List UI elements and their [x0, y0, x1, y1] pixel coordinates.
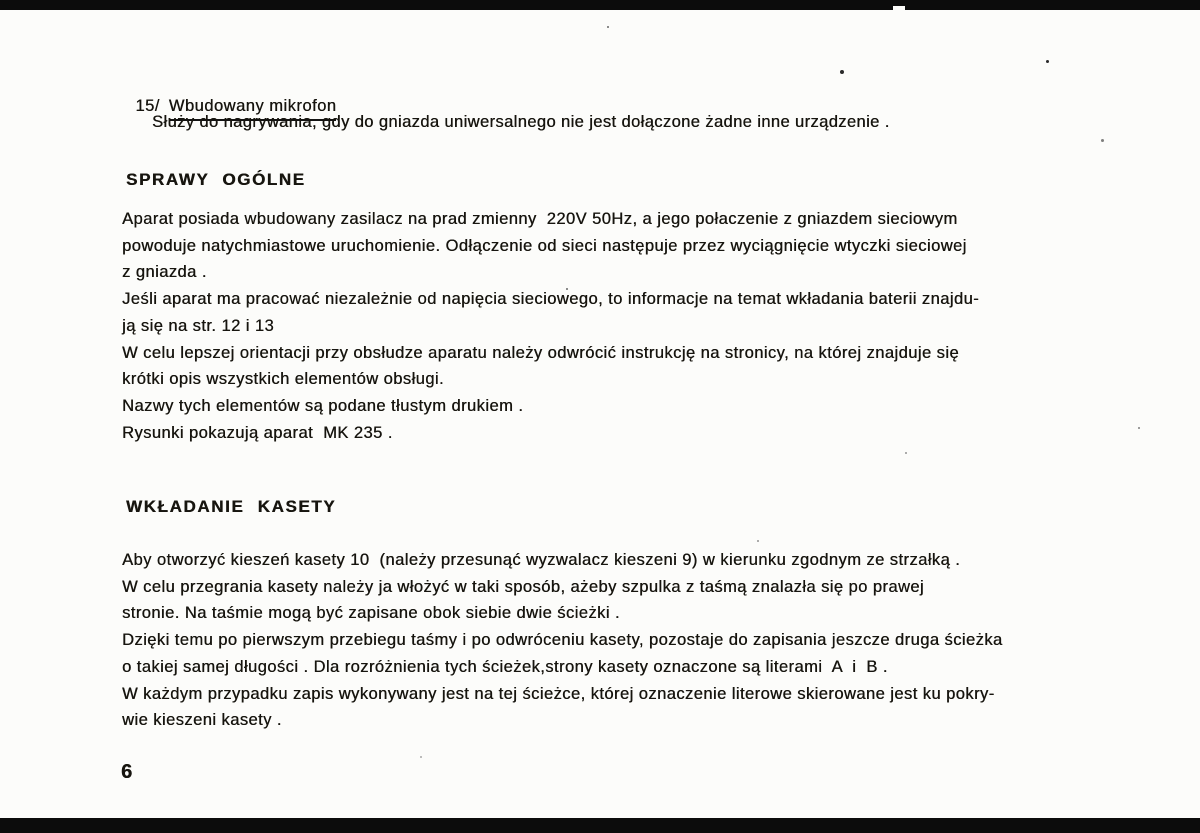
paragraph-line: wie kieszeni kasety . — [122, 711, 282, 730]
paragraph-line: Aparat posiada wbudowany zasilacz na prad zmienny 220V 50Hz, a jego połaczenie z gniazdem sieciowym — [122, 210, 958, 228]
paragraph-line: W celu przegrania kasety należy ja włożyć w taki sposób, ażeby szpulka z taśmą znalazła się po prawej — [122, 577, 925, 596]
paragraph-line: Jeśli aparat ma pracować niezależnie od napięcia sieciowego, to informacje na temat wkładania baterii znajdu- — [122, 290, 980, 309]
scan-speck — [905, 452, 907, 454]
paragraph-line: stronie. Na taśmie mogą być zapisane obok siebie dwie ścieżki . — [122, 604, 620, 623]
paragraph-line: Rysunki pokazują aparat MK 235 . — [122, 423, 393, 442]
scan-artifact — [893, 6, 905, 10]
paragraph-line: z gniazda . — [122, 263, 207, 282]
paragraph-line: Dzięki temu po pierwszym przebiegu taśmy i po odwróceniu kasety, pozostaje do zapisania jeszcze druga ścieżka — [122, 631, 1003, 650]
scan-speck — [757, 540, 759, 542]
paragraph-line: W każdym przypadku zapis wykonywany jest na tej ścieżce, której oznaczenie literowe skierowane jest ku pokry- — [122, 684, 995, 703]
paragraph-line: ją się na str. 12 i 13 — [122, 316, 275, 335]
heading-title-underlined: Wbudowany mikrofon — [169, 97, 337, 121]
paragraph-line: Nazwy tych elementów są podane tłustym drukiem . — [122, 396, 524, 415]
section-title-wkladanie-kasety: WKŁADANIE KASETY — [126, 497, 337, 516]
scan-speck — [1138, 427, 1140, 429]
paragraph-line: krótki opis wszystkich elementów obsługi. — [122, 370, 444, 389]
scan-speck — [1101, 139, 1104, 142]
heading-number: 15/ — [135, 97, 160, 115]
paragraph-line: W celu lepszej orientacji przy obsłudze aparatu należy odwrócić instrukcję na stronicy, na której znajduje się — [122, 343, 959, 362]
scan-speck — [607, 26, 609, 28]
paragraph-line: powoduje natychmiastowe uruchomienie. Odłączenie od sieci następuje przez wyciągnięcie wtyczki sieciowej — [122, 236, 967, 255]
scan-speck — [840, 70, 844, 74]
page-number: 6 — [121, 761, 133, 783]
scanner-edge-top — [0, 0, 1200, 10]
scan-speck — [420, 756, 422, 758]
paragraph-line: Aby otworzyć kieszeń kasety 10 (należy przesunąć wyzwalacz kieszeni 9) w kierunku zgodnym ze strzałką . — [122, 551, 961, 569]
paragraph-wkladanie-kasety — [122, 547, 1003, 734]
scan-speck — [566, 288, 568, 290]
scan-speck — [1046, 60, 1049, 63]
paragraph-sprawy-ogolne — [122, 206, 979, 446]
paragraph-line: o takiej samej długości . Dla rozróżnienia tych ścieżek,strony kasety oznaczone są literami A i B . — [122, 657, 888, 676]
micro-section-body: Służy do nagrywania, gdy do gniazda uniwersalnego nie jest dołączone żadne inne urządzenie . — [152, 113, 890, 131]
section-title-sprawy-ogolne: SPRAWY OGÓLNE — [126, 170, 306, 189]
scanner-edge-bottom — [0, 818, 1200, 833]
